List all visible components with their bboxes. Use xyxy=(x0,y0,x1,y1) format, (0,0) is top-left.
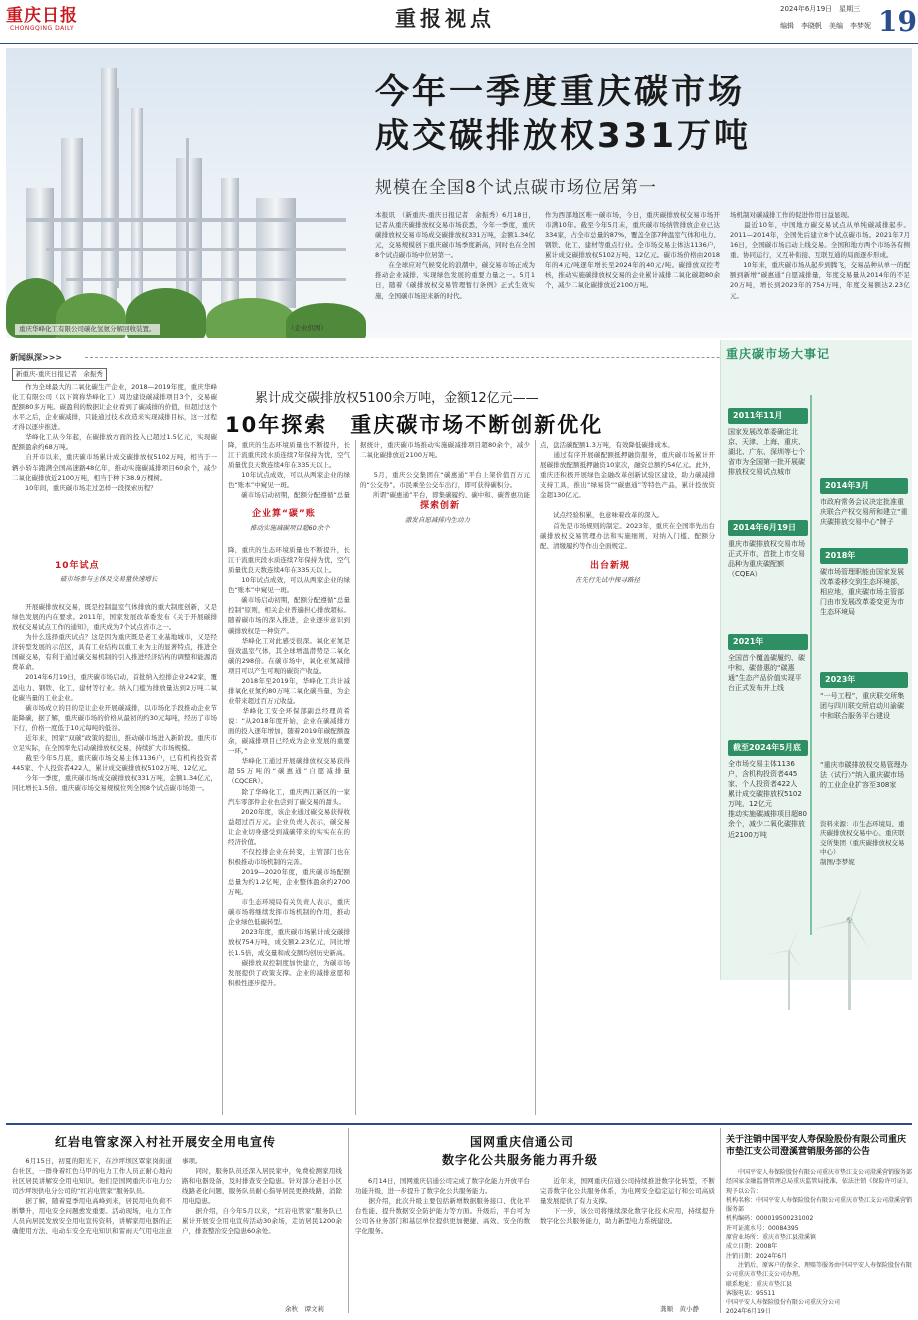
timeline-item xyxy=(728,520,808,579)
timeline-item xyxy=(820,760,908,790)
masthead xyxy=(0,0,918,44)
article-a-title: 红岩电管家深入村社开展安全用电宣传 xyxy=(55,1135,277,1149)
article-b-title-2: 数字化公共服务能力再升级 xyxy=(442,1153,599,1167)
feature-right-col: 点，盘活碳配额1.3万吨，有效降低碳排成本。 通过有序开展碳配额抵押融资服务，重庆碳市场累计开展碳排放配额抵押融资10家次，融资总额约54亿元。此外，重庆还积极开展绿色金融改革创新试验区建设，助力碳减排支持工具，推出“绿易贷”“碳惠通”等特色产品，累计投放资金超130亿元。 试点经验积累，也意味着改革的深入。 首先是市场规则的制定。2023年，重庆在全国率先出台碳排放权交易管理办法和实施细则，对纳入门槛、配额分配、清缴履约等作出全面规定。 xyxy=(540,441,715,550)
section-title: 重报视点 xyxy=(395,7,495,31)
wind-turbine-illustration xyxy=(730,890,910,1010)
timeline-year: 2023年 xyxy=(820,672,908,688)
timeline-text: “一号工程”，重庆联交所集团与四川联交所启动川渝碳中和联合服务平台建设 xyxy=(820,691,905,720)
article-a-body: 6月15日，初夏的阳光下，在沙坪坝区覃家岗街道台社区，一群身着红色马甲的电力工作人员正耐心地向社区居民讲解安全用电知识。他们是国网重庆市电力公司沙坪坝供电分公司的“红岩电管家”服务队员。 据了解，随着夏季用电高峰到来，居民用电负荷不断攀升，用电安全问题愈发重要。活动现场，电力工作人员向居民发放安全用电宣传资料，讲解家用电器的正确使用方法、电动车安全充电知识和雷雨天气用电注意事项。 同时，服务队员还深入居民家中，免费检测家用线路和电器设备，及时排查安全隐患。针对部分老旧小区线路老化问题，服务队员耐心指导居民更换线路，消除用电隐患。 据介绍，自今年5月以来，“红岩电管家”服务队已累计开展安全用电宣传活动30余场，走访居民1200余户，排查整治安全隐患60余处。 xyxy=(12,1157,342,1236)
feature-mid-head-1: 企业算“碳”账 xyxy=(252,509,316,519)
timeline-item xyxy=(820,672,908,721)
newspaper-logo-sub: CHONGQING DAILY xyxy=(10,25,75,32)
newspaper-logo: 重庆日报 xyxy=(6,6,78,26)
notice-body: 中国平安人寿保险股份有限公司重庆市垫江支公司澄溪营销服务部经国家金融监督管理总局重庆监管局批准，依法注销《保险许可证》，现予以公告： 机构名称：中国平安人寿保险股份有限公司重庆市垫江支公司澄溪营销服务部 机构编码：000019500231002 许可证流水号：00084395 原营业场所：重庆市垫江县澄溪镇 成立日期：2008年 注销日期：2024年6月 注销后，原客户的保全、理赔等服务由中国平安人寿保险股份有限公司重庆市垫江支公司办理。 联系地址：重庆市垫江县 客服电话：95511 中国平安人寿保险股份有限公司重庆分公司 2024年6月19日 xyxy=(726,1169,912,1316)
timeline-year: 截至2024年5月底 xyxy=(728,740,808,756)
feature-mid-head-2: 探索创新 xyxy=(420,501,461,511)
timeline-text: 重庆市碳排放权交易市场正式开市，首批上市交易品种为重庆碳配额（CQEA） xyxy=(728,539,805,579)
timeline-item xyxy=(820,548,908,617)
editors: 编辑 李晓帆 美编 李梦妮 xyxy=(780,22,871,30)
byline: 新重庆-重庆日报记者 余振秀 xyxy=(12,368,107,381)
article-a-author: 余秋 谭文莉 xyxy=(285,1305,324,1313)
feature-kicker: 累计成交碳排放权5100余万吨，金额12亿元—— xyxy=(255,391,539,406)
feature-left-col-1: 作为全球最大的二氧化碳生产企业，2018—2019年度，重庆华峰化工有限公司（以下简称华峰化工）周边建设碳减排项目3个，交易碳配额80多万吨。碳盈利的数据让企业看到了碳减排的价值，但超过这个水平之后，企业碳减排，只能通过技术改造来实现减排目标，这一过程才得以逐步推进。 华峰化工从今年起，在碳排放方面的投入已超过1.5亿元，实现碳配额盈余约68万吨。 自开市以来，重庆碳市场累计成交碳排放权5102万吨，相当于一辆小轿车跑满全国高速路48亿年，推动实施碳减排项目60余个，减少二氧化碳排放近2100万吨，相当于种下38.9万棵树。 10年间，重庆碳市场走过怎样一段探索历程？ xyxy=(12,383,217,492)
timeline-year: 2014年6月19日 xyxy=(728,520,808,536)
notice-title: 关于注销中国平安人寿保险股份有限公司重庆市垫江支公司澄溪营销服务部的公告 xyxy=(726,1135,907,1158)
timeline-text: 国家发展改革委确定北京、天津、上海、重庆、湖北、广东、深圳等七个省市为全国第一批开展碳排放权交易试点城市 xyxy=(728,427,805,477)
feature-mid-subhead-1: 推动实施减碳项目超60余个 xyxy=(250,524,330,532)
feature-mid-intro: 降，重庆的生态环境质量也不断提升，长江干流重庆段水质连续7年保持为优，空气质量优良天数连续4年在335天以上。 10年试点成效，可以从两家企业的绿色“账本”中窥见一斑。 碳市场启动初期，配额分配遵循“总量 xyxy=(228,441,350,500)
feature-mid-col-2: 据统计，重庆碳市场推动实施碳减排项目超80余个，减少二氧化碳排放近2100万吨。 5月，重庆公交集团在“碳惠通”平台上架价值百万元的“公交券”。市民乘坐公交车出行，即可获得碳积分。 所谓“碳惠通”平台，即集碳履约、碳中和、碳普惠功能 xyxy=(360,441,530,500)
feature-mid-subhead-2: 激发自愿减排内生动力 xyxy=(405,516,470,524)
timeline-text: 全市场交易主体1136户，含机构投资者445家、个人投资者422人 累计成交碳排放权5102万吨、12亿元 推动实施碳减排项目超80余个，减少二氧化碳排放近2100万吨 xyxy=(728,759,807,839)
feature-right-head: 出台新规 xyxy=(590,561,631,571)
feature-left-subhead: 破市场参与主体及交易量快速增长 xyxy=(60,575,158,583)
timeline-text: “重庆市碳排放权交易管理办法（试行）”纳入重庆碳市场的工业企业扩容至308家 xyxy=(820,761,908,790)
page-number: 19 xyxy=(878,5,917,38)
news-depth-tag: 新闻纵深>>> xyxy=(10,353,63,362)
timeline-title: 重庆碳市场大事记 xyxy=(726,347,831,361)
timeline-year: 2021年 xyxy=(728,634,808,650)
lead-col-2: 作为西部地区唯一碳市场，今日，重庆碳排放权交易市场开市满10年。截至今年5月末，重庆碳市场纳管排放企业已达334家，占全市总量的87%，覆盖全部7种温室气体和电力、钢铁、化工、建材等重点行业。全市场交易主体达1136户，累计成交碳排放权5102万吨、12亿元。碳市场价格由2018年的4元/吨逐年增长至2024年的40元/吨。碳排放双控考核，推动实施碳排放权交易的企业累计减排二氧化碳超80余个，减少二氧化碳排放近2100万吨。 xyxy=(545,211,720,290)
timeline-item xyxy=(728,408,808,477)
lead-col-1: 本报讯 （新重庆-重庆日报记者 余振秀）6月18日，记者从重庆碳排放权交易市场获悉，今年一季度，重庆碳排放权交易市场成交碳排放权331万吨，金额1.34亿元，交易规模创下重庆碳市场季度新高，同时也在全国8个试点碳市场中位居第一。 在全球应对气候变化的浪潮中，碳交易市场正成为推动企业减排、实现绿色发展的重要力量之一。5月1日，随着《碳排放权交易管理暂行条例》正式生效实施，全国碳市场迎来新的时代。 xyxy=(375,211,535,300)
feature-left-head: 10年试点 xyxy=(55,561,100,571)
timeline-year: 2011年11月 xyxy=(728,408,808,424)
issue-date: 2024年6月19日 星期三 xyxy=(780,5,861,13)
timeline-text: 全国首个覆盖碳履约、碳中和、碳普惠的“碳惠通”生态产品价值实现平台正式发布并上线 xyxy=(728,653,805,693)
feature-left-col-2: 开展碳排放权交易，既是控制温室气体排放的重大制度创新，又是绿色发展的内在要求。2011年，国家发展改革委发布《关于开展碳排放权交易试点工作的通知》，重庆成为7个试点省市之一。 为什么选择重庆试点？这是因为重庆既是老工业基地城市，又是经济转型发展的示范区，具有工业结构以重工业为主的显著特点，推进全国碳交易，有利于通过碳交易机制的引入推进经济结构的调整和能源消费革命。 2014年6月19日，重庆碳市场启动，首批纳入控排企业242家，覆盖电力、钢铁、化工、建材等行业。纳入门槛为排放量达到2万吨二氧化碳当量的工业企业。 碳市场成立的目的是让企业开展碳减排，以市场化手段推动企业节能降碳，据了解，重庆碳市场的价格从最初的约30元每吨，经历了市场下行，价格一度低于10元每吨的低谷。 近年来，国家“双碳”政策的提出，推动碳市场进入新阶段。重庆市立足实际，在全国率先启动碳排放权交易，持续扩大市场规模。 截至今年5月底，重庆碳市场交易主体1136户，已有机构投资者445家、个人投资者422人，累计成交碳排放权5102万吨、12亿元。 今年一季度，重庆碳市场成交碳排放权331万吨，金额1.34亿元，同比增长1.5倍。重庆碳市场交易规模位列全国8个试点碳市场第一。 xyxy=(12,603,217,793)
timeline-item xyxy=(820,478,908,527)
photo-credit: （企业供图） xyxy=(288,324,327,332)
timeline-item xyxy=(728,634,808,693)
timeline-text: 碳市场管理职能由国家发展改革委移交到生态环境部，相应地，重庆碳市场主管部门由市发展改革委变更为市生态环境局 xyxy=(820,567,904,617)
article-b-author: 龚顺 黄小静 xyxy=(660,1305,699,1313)
feature-right-subhead: 在先行先试中探寻路径 xyxy=(575,576,640,584)
lead-col-3: 场机制对碳减排工作的促进作用日益显现。 最近10年，中国地方碳交易试点从单纯碳减排起步。2011—2014年，全国先后建立8个试点碳市场。2021年7月16日，全国碳市场启动上线交易。全国和地方两个市场各有侧重、协同运行，又互补衔接、互联互通的局面逐步形成。 10年来，重庆碳市场从起步到腾飞，交易品种从单一的配额到新增“碳惠通”自愿减排量，年度交易量从2014年的不足20万吨，增长到2023年的754万吨，年度交易额达2.23亿元。 xyxy=(730,211,910,300)
feature-title: 10年探索 重庆碳市场不断创新优化 xyxy=(225,413,604,437)
headline-subtitle: 规模在全国8个试点碳市场位居第一 xyxy=(375,178,657,198)
timeline-item xyxy=(728,740,808,840)
timeline-year: 2018年 xyxy=(820,548,908,564)
timeline-axis xyxy=(810,395,812,935)
timeline-year: 2014年3月 xyxy=(820,478,908,494)
feature-mid-col-1: 降，重庆的生态环境质量也不断提升，长江干流重庆段水质连续7年保持为优，空气质量优良天数连续4年在335天以上。 10年试点成效，可以从两家企业的绿色“账本”中窥见一斑。 碳市场启动初期，配额分配遵循“总量控制”原则，相关企业普遍担心排放超标。随着碳市场的深入推进，企业逐步意识到碳排放权是一种资产。 华峰化工对此感受很深。氧化亚氮是强效温室气体，其全球增温潜势是二氧化碳的298倍。在碳市场中，氧化亚氮减排项目可以产生可观的碳资产收益。 2018年至2019年，华峰化工共计减排氧化亚氮约80万吨二氧化碳当量，为企业带来超过百万元收益。 华峰化工安全环保部副总经理黄希说：“从2018年度开始，企业在碳减排方面的投入逐年增加，随着2019年碳配额盈余，碳减排项目已经成为企业发展的重要一环。” 华峰化工通过开展碳排放权交易获得超55万吨的“碳惠通”自愿减排量（CQCER）。 除了华峰化工，重庆两江新区的一家汽车零部件企业也尝到了碳交易的甜头。 2020年度，该企业通过碳交易获得收益超过百万元。企业负责人表示，碳交易让企业切身感受到减碳带来的实实在在的经济价值。 不仅控排企业在转变，主管部门也在积极推动市场机制的完善。 2019—2020年度，重庆碳市场配额总量为约1.2亿吨，企业整体盈余约2700万吨。 市生态环境局有关负责人表示，重庆碳市场将继续发挥市场机制的作用，推动企业绿色低碳转型。 2023年度，重庆碳市场累计成交碳排放权754万吨，成交额2.23亿元，同比增长1.5倍，成交量和成交额均创历史新高。 碳排放双控制度加快建立，为碳市场发展提供了政策支撑。企业的减排意愿和积极性逐步提升。 xyxy=(228,546,350,987)
timeline-credit: 资料来源：市生态环境局、重庆碳排放权交易中心、重庆联交所集团（重庆碳排放权交易中心） 制图/李梦妮 xyxy=(820,820,905,866)
article-b-body: 6月14日，国网重庆信通公司完成了数字化能力开放平台功能升级，进一步提升了数字化公共服务能力。 据介绍，此次升级主要包括新增数据服务接口、优化平台性能、提升数据安全防护能力等方面。升级后，平台可为公司各业务部门和基层单位提供更加便捷、高效、安全的数字化服务。 近年来，国网重庆信通公司持续推进数字化转型，不断完善数字化公共服务体系，为电网安全稳定运行和公司高质量发展提供了有力支撑。 下一步，该公司将继续深化数字化技术应用，持续提升数字化公共服务能力，助力新型电力系统建设。 xyxy=(355,1177,715,1236)
headline-line-2: 成交碳排放权331万吨 xyxy=(375,116,751,156)
headline-line-1: 今年一季度重庆碳市场 xyxy=(375,72,745,112)
photo-caption: 重庆华峰化工有限公司碳化氢氨分解回收装置。 xyxy=(15,324,160,335)
timeline-text: 市政府常务会议决定批准重庆联合产权交易所和建立“重庆碳排放交易中心”牌子 xyxy=(820,497,908,526)
article-b-title-1: 国网重庆信通公司 xyxy=(470,1135,575,1149)
